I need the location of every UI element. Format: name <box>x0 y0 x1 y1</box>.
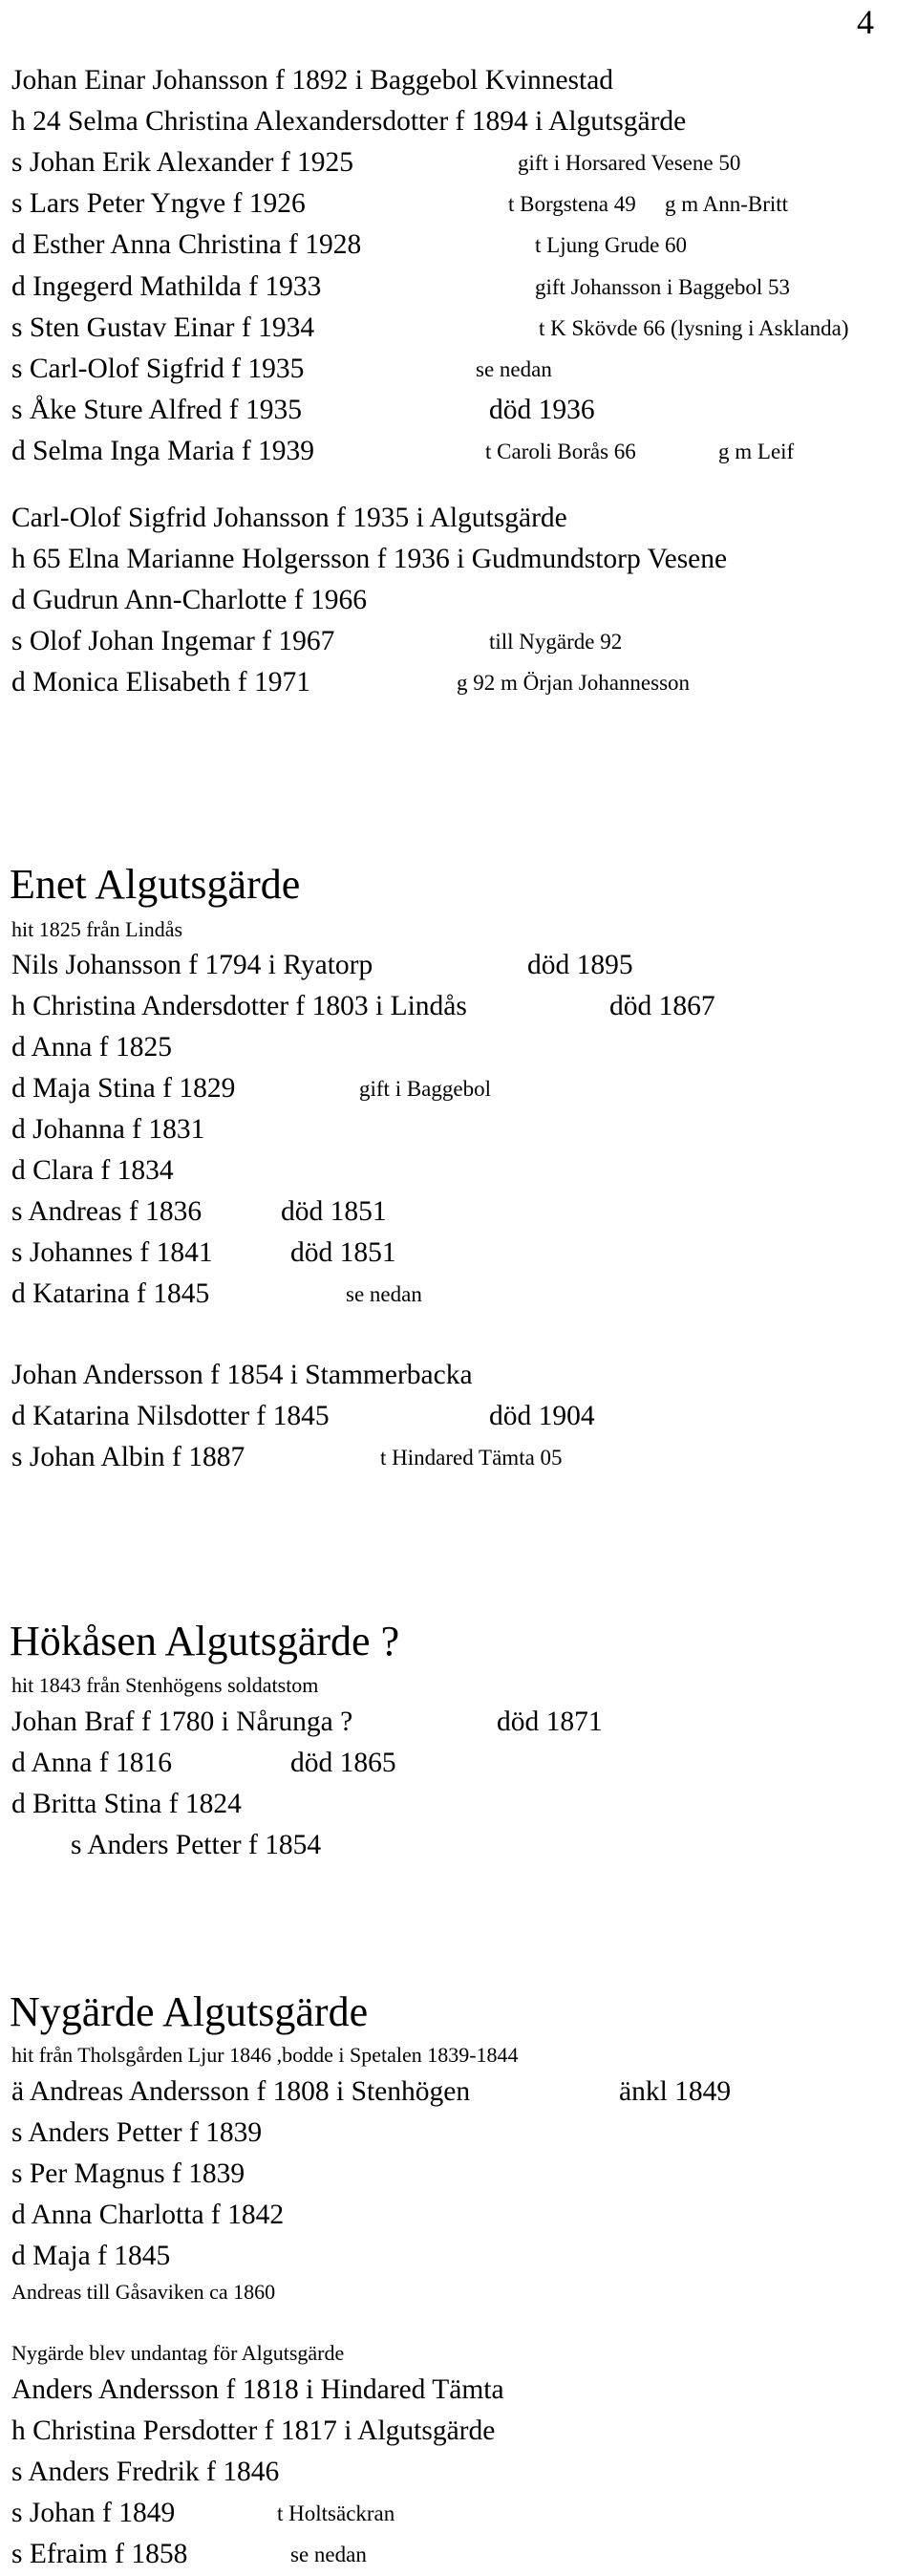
text-line: d Gudrun Ann-Charlotte f 1966 <box>11 585 367 615</box>
text-line: d Katarina f 1845 se nedan <box>11 1278 422 1309</box>
text-line: s Johannes f 1841 död 1851 <box>11 1237 396 1268</box>
text-line: s Anders Fredrik f 1846 <box>11 2457 280 2487</box>
text-line: s Lars Peter Yngve f 1926 t Borgstena 49 g m Ann-Britt <box>11 188 789 219</box>
section-note: hit 1825 från Lindås <box>11 917 183 941</box>
text-line: Andreas till Gåsaviken ca 1860 <box>11 2280 276 2304</box>
text-line: s Anders Petter f 1854 <box>71 1830 322 1860</box>
text-line: s Olof Johan Ingemar f 1967 till Nygärde 92 <box>11 626 623 656</box>
section-heading: Enet Algutsgärde <box>10 861 301 908</box>
text-line: d Ingegerd Mathilda f 1933 gift Johansson i Baggebol 53 <box>11 271 791 302</box>
text-line: d Clara f 1834 <box>11 1155 174 1186</box>
text-line: s Johan Albin f 1887 t Hindared Tämta 05 <box>11 1442 563 1472</box>
text-line: s Sten Gustav Einar f 1934 t K Skövde 66 (lysning i Asklanda) <box>11 312 849 343</box>
text-line: d Selma Inga Maria f 1939 t Caroli Borås 66 g m Leif <box>11 436 795 466</box>
text-line: s Carl-Olof Sigfrid f 1935 se nedan <box>11 354 552 384</box>
text-line: s Andreas f 1836 död 1851 <box>11 1196 387 1227</box>
page-number: 4 <box>857 3 874 41</box>
text-line: s Anders Petter f 1839 <box>11 2117 263 2148</box>
text-line: d Maja f 1845 <box>11 2241 171 2271</box>
text-line: d Britta Stina f 1824 <box>11 1789 242 1819</box>
section-heading: Hökåsen Algutsgärde ? <box>10 1618 400 1664</box>
text-line: d Maja Stina f 1829 gift i Baggebol <box>11 1073 491 1104</box>
text-line: h Christina Andersdotter f 1803 i Lindås död 1867 <box>11 991 715 1021</box>
text-line: d Anna f 1825 <box>11 1032 172 1063</box>
text-line: d Katarina Nilsdotter f 1845 död 1904 <box>11 1401 595 1431</box>
text-line: d Anna f 1816 död 1865 <box>11 1748 396 1778</box>
text-line: Johan Einar Johansson f 1892 i Baggebol Kvinnestad <box>11 65 614 96</box>
text-line: d Anna Charlotta f 1842 <box>11 2200 285 2230</box>
text-line: Carl-Olof Sigfrid Johansson f 1935 i Algutsgärde <box>11 503 567 533</box>
section-note: hit från Tholsgården Ljur 1846 ,bodde i Spetalen 1839-1844 <box>11 2043 519 2067</box>
text-line: h 24 Selma Christina Alexandersdotter f 1894 i Algutsgärde <box>11 106 687 137</box>
text-line: h Christina Persdotter f 1817 i Algutsgärde <box>11 2415 496 2446</box>
text-line: Anders Andersson f 1818 i Hindared Tämta <box>11 2374 504 2405</box>
text-line: s Johan Erik Alexander f 1925 gift i Horsared Vesene 50 <box>11 147 741 178</box>
text-line: s Efraim f 1858 se nedan <box>11 2539 367 2569</box>
text-line: ä Andreas Andersson f 1808 i Stenhögen änkl 1849 <box>11 2076 732 2107</box>
text-line: d Esther Anna Christina f 1928 t Ljung Grude 60 <box>11 229 688 260</box>
text-line: s Johan f 1849 t Holtsäckran <box>11 2498 395 2528</box>
section-note: hit 1843 från Stenhögens soldatstom <box>11 1673 319 1697</box>
text-line: s Per Magnus f 1839 <box>11 2158 245 2189</box>
text-line: Nygärde blev undantag för Algutsgärde <box>11 2341 345 2365</box>
text-line: Johan Andersson f 1854 i Stammerbacka <box>11 1360 473 1390</box>
text-line: h 65 Elna Marianne Holgersson f 1936 i Gudmundstorp Vesene <box>11 544 728 574</box>
text-line: d Monica Elisabeth f 1971 g 92 m Örjan Johannesson <box>11 667 691 698</box>
text-line: s Åke Sture Alfred f 1935 död 1936 <box>11 395 595 425</box>
text-line: Nils Johansson f 1794 i Ryatorp död 1895 <box>11 950 633 980</box>
section-heading: Nygärde Algutsgärde <box>10 1988 369 2035</box>
text-line: Johan Braf f 1780 i Nårunga ? död 1871 <box>11 1707 603 1737</box>
text-line: d Johanna f 1831 <box>11 1114 205 1145</box>
